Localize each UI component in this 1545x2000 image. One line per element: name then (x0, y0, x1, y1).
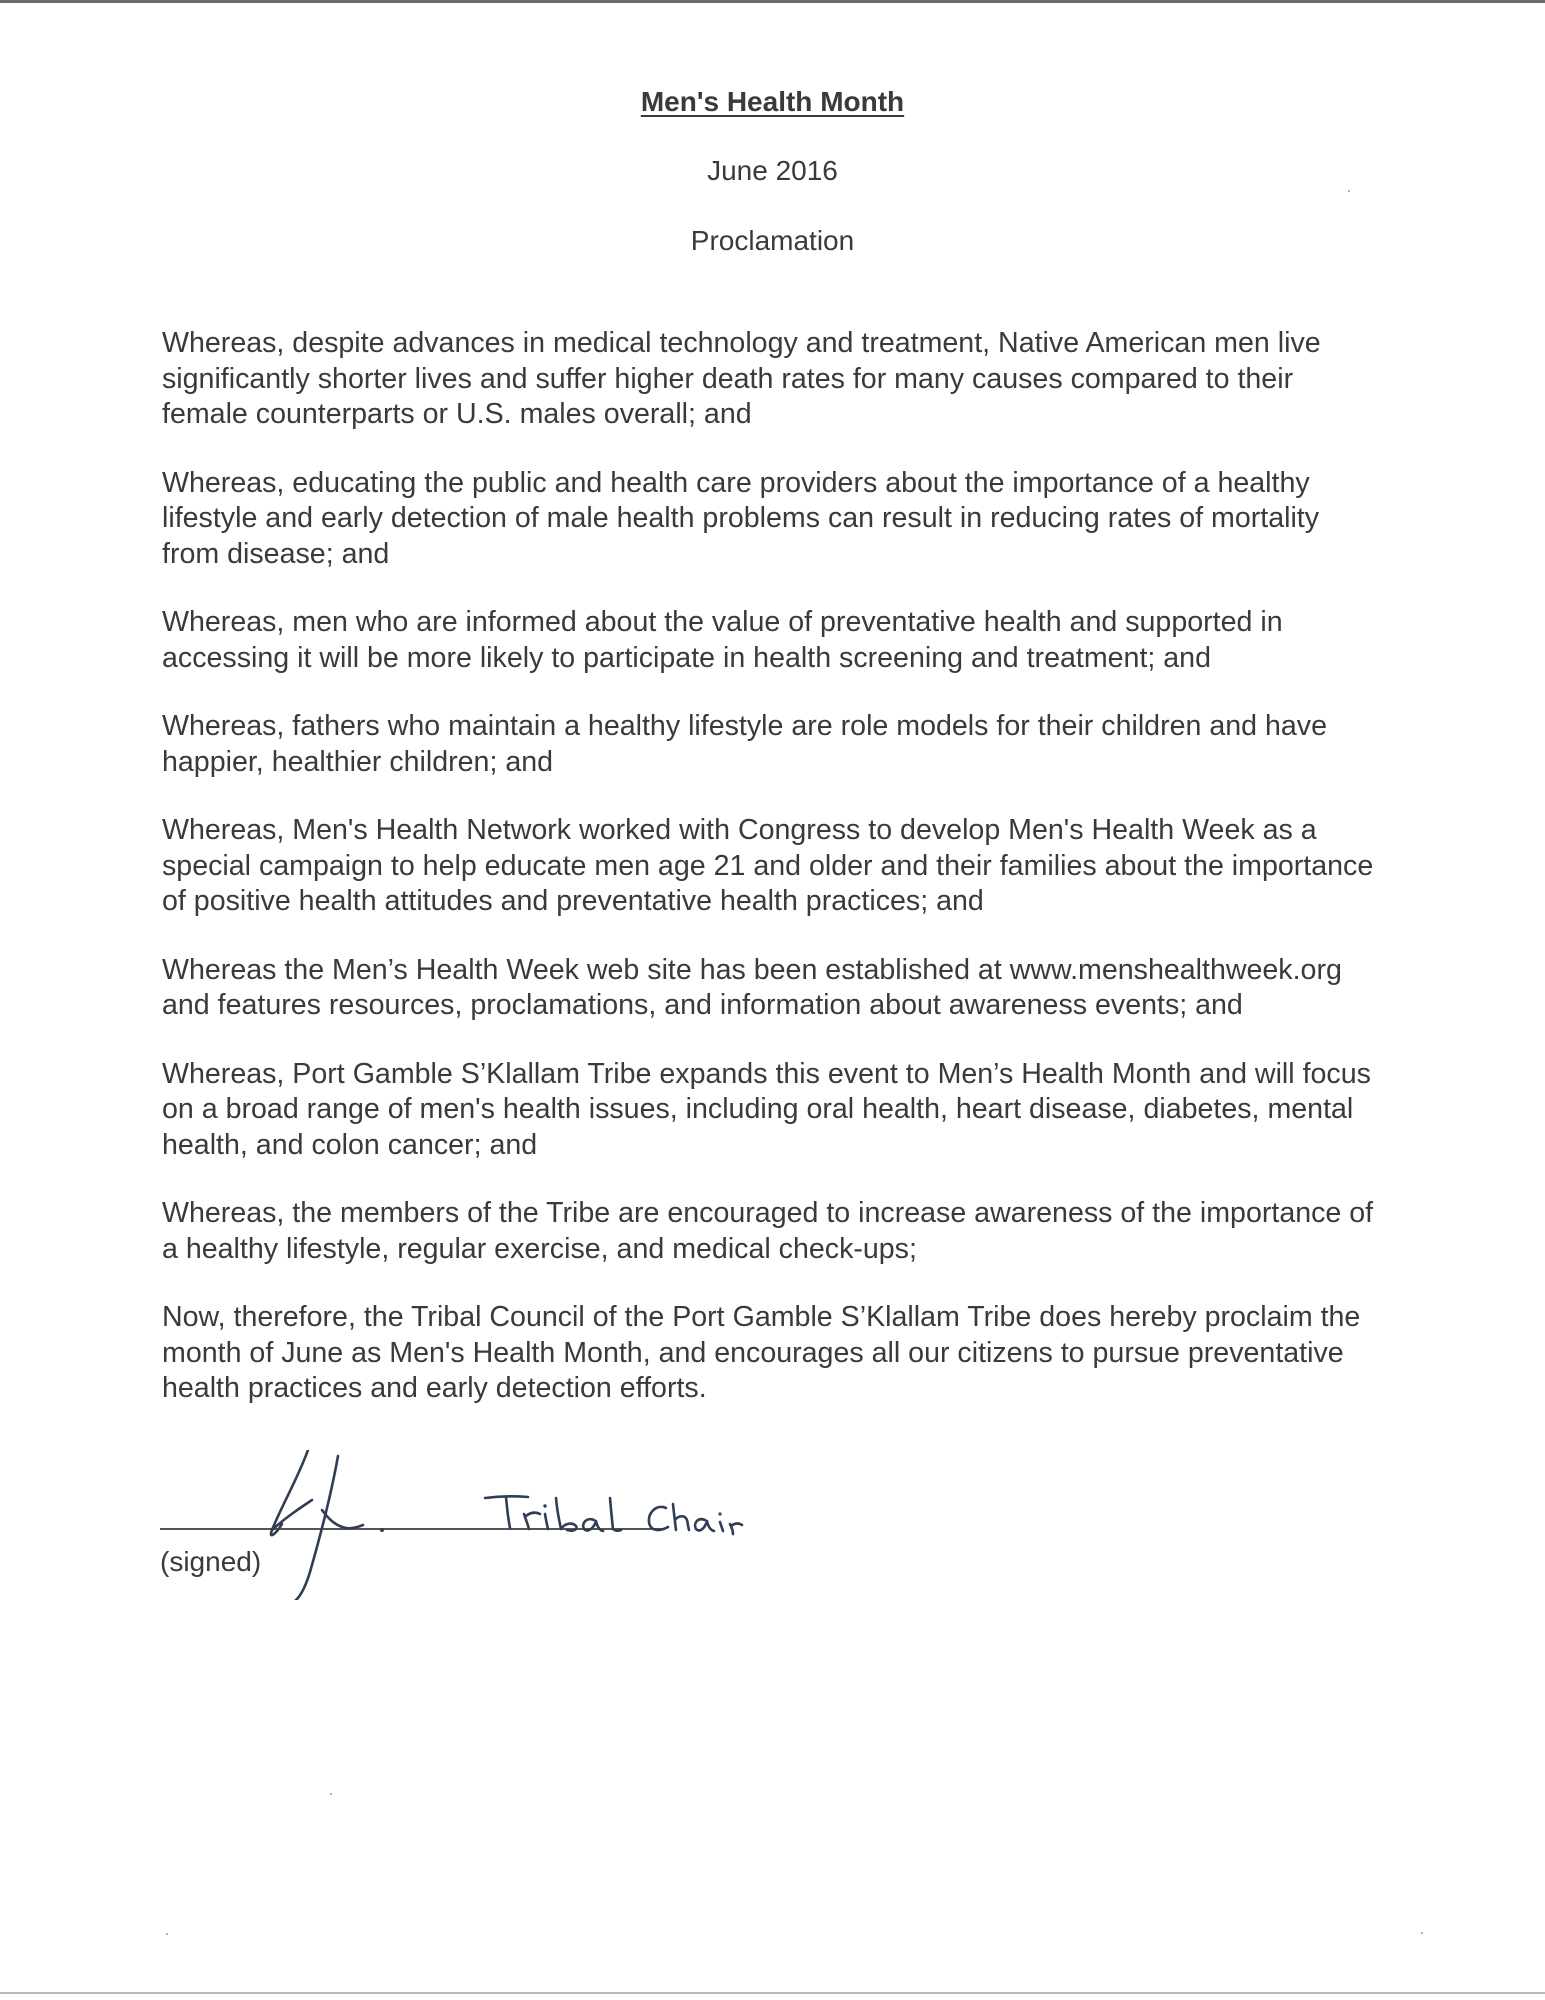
scan-speck (1348, 190, 1350, 192)
paragraph-9: Now, therefore, the Tribal Council of the Port Gamble S’Klallam Tribe does hereby proclaim the month of June as Men's Health Month, and encourages all our citizens to pursue preventative health practices and early detection efforts. (162, 1301, 1361, 1404)
handwritten-signature (160, 1450, 860, 1600)
paragraph-7: Whereas, Port Gamble S’Klallam Tribe expands this event to Men’s Health Month and will focus on a broad range of men's health issues, including oral health, heart disease, diabetes, mental health, and colon cancer; and (162, 1057, 1371, 1161)
scan-speck (166, 1933, 168, 1935)
scan-speck (330, 1793, 332, 1795)
signature-block (160, 1450, 860, 1600)
bottom-scan-edge (0, 1992, 1545, 1994)
proclamation-body (162, 326, 1382, 1440)
paragraph-2: Whereas, educating the public and health care providers about the importance of a healthy lifestyle and early detection of male health problems can result in reducing rates of mortality from disease; and (162, 466, 1320, 570)
paragraph-5: Whereas, Men's Health Network worked with Congress to develop Men's Health Week as a special campaign to help educate men age 21 and older and their families about the importance of positive health attitudes and preventative health practices; and (162, 814, 1374, 917)
signed-label: (signed) (160, 1546, 262, 1577)
paragraph-4: Whereas, fathers who maintain a healthy lifestyle are role models for their children and have happier, healthier children; and (162, 710, 1327, 778)
paragraph-3: Whereas, men who are informed about the value of preventative health and supported in accessing it will be more likely to participate in health screening and treatment; and (162, 606, 1283, 674)
document-title: Men's Health Month (640, 86, 905, 117)
document-date: June 2016 (707, 155, 838, 186)
document-kind: Proclamation (690, 225, 855, 256)
paragraph-8: Whereas, the members of the Tribe are encouraged to increase awareness of the importance of a healthy lifestyle, regular exercise, and medical check-ups; (162, 1197, 1374, 1265)
top-scan-edge (0, 0, 1545, 3)
scan-speck (1421, 1932, 1423, 1934)
paragraph-6: Whereas the Men’s Health Week web site has been established at www.menshealthweek.org and features resources, proclamations, and information about awareness events; and (162, 953, 1342, 1021)
paragraph-1: Whereas, despite advances in medical technology and treatment, Native American men live significantly shorter lives and suffer higher death rates for many causes compared to their female counterparts or U.S. males overall; and (162, 327, 1321, 430)
